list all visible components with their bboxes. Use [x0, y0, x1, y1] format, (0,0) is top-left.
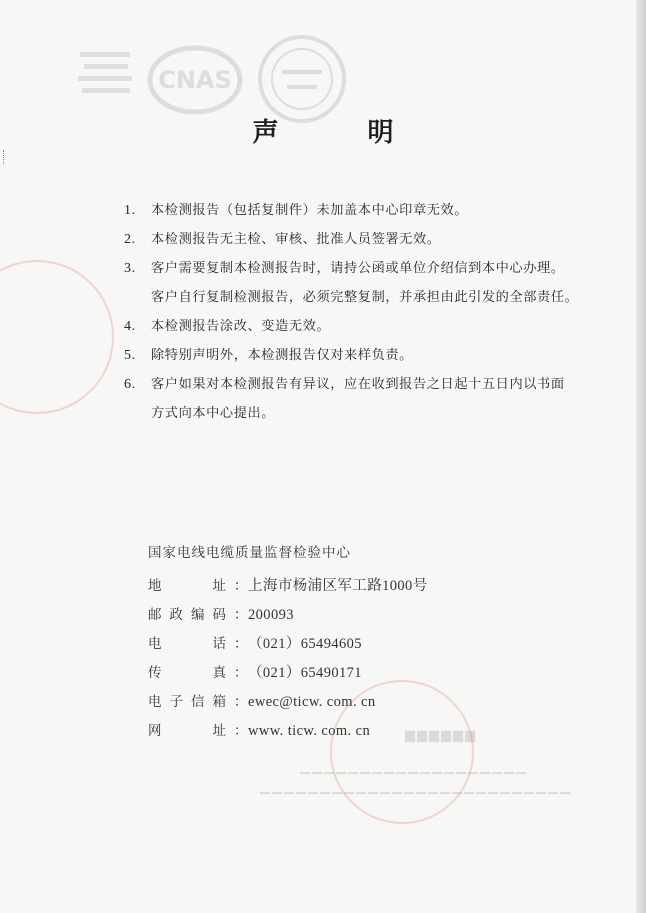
- declaration-text: 除特别声明外，本检测报告仅对来样负责。: [151, 348, 413, 363]
- contact-row: [148, 632, 568, 661]
- contact-row: [148, 574, 568, 603]
- declaration-item: [118, 341, 628, 370]
- contact-label: 邮 政 编 码: [148, 607, 226, 623]
- contact-block: [148, 543, 568, 748]
- scan-margin-marks: [3, 150, 6, 164]
- contact-row: [148, 690, 568, 719]
- declaration-item: [118, 370, 628, 428]
- contact-colon: ：: [234, 665, 248, 681]
- declaration-number: 3.: [124, 261, 136, 276]
- declaration-text: 方式向本中心提出。: [151, 406, 276, 421]
- contact-row: [148, 719, 568, 748]
- contact-colon: ：: [234, 636, 248, 652]
- contact-value: （021）65494605: [248, 636, 362, 652]
- faint-red-seal-left: [0, 260, 114, 414]
- contact-value: ewec@ticw. com. cn: [248, 694, 376, 710]
- contact-rows: [148, 574, 568, 748]
- contact-colon: ：: [234, 578, 248, 594]
- contact-row: [148, 603, 568, 632]
- declaration-number: 4.: [124, 319, 136, 334]
- contact-colon: ：: [234, 607, 248, 623]
- cnas-logo-show-through: [145, 40, 245, 120]
- show-through-seal-text: ▁▁▁▁▁▁▁▁▁▁▁▁▁▁▁▁▁▁▁: [300, 760, 528, 775]
- contact-value: 200093: [248, 607, 294, 623]
- contact-label: 电 子 信 箱: [148, 694, 226, 710]
- declaration-text: 客户自行复制检测报告，必须完整复制，并承担由此引发的全部责任。: [151, 290, 579, 305]
- declaration-text: 本检测报告无主检、审核、批准人员签署无效。: [151, 232, 441, 247]
- page-title: 声 明: [252, 118, 434, 148]
- contact-value: （021）65490171: [248, 665, 362, 681]
- show-through-seal-text: ▆▆▆▆▆▆: [405, 728, 477, 743]
- declaration-item: [118, 196, 628, 225]
- cnas-logo-text: CNAS: [158, 66, 232, 94]
- contact-label: 电 话: [148, 636, 226, 652]
- declaration-item: [118, 254, 628, 312]
- declaration-number: 2.: [124, 232, 136, 247]
- show-through-text-block: [60, 48, 140, 108]
- declaration-list: [118, 196, 628, 428]
- contact-value: www. ticw. com. cn: [248, 723, 371, 739]
- contact-row: [148, 661, 568, 690]
- declaration-number: 5.: [124, 348, 136, 363]
- declaration-text: 客户如果对本检测报告有异议，应在收到报告之日起十五日内以书面: [151, 377, 565, 392]
- declaration-text: 本检测报告涂改、变造无效。: [151, 319, 331, 334]
- contact-colon: ：: [234, 694, 248, 710]
- contact-colon: ：: [234, 723, 248, 739]
- declaration-number: 1.: [124, 203, 136, 218]
- show-through-seal-text: ▁▁▁▁▁▁▁▁▁▁▁▁▁▁▁▁▁▁▁▁▁▁▁▁▁▁: [260, 780, 572, 795]
- contact-label: 地 址: [148, 578, 226, 594]
- contact-value: 上海市杨浦区军工路1000号: [248, 578, 428, 594]
- declaration-item: [118, 312, 628, 341]
- declaration-number: 6.: [124, 377, 136, 392]
- declaration-text: 客户需要复制本检测报告时，请持公函或单位介绍信到本中心办理。: [151, 261, 565, 276]
- contact-label: 传 真: [148, 665, 226, 681]
- declaration-item: [118, 225, 628, 254]
- contact-label: 网 址: [148, 723, 226, 739]
- organization-name: 国家电线电缆质量监督检验中心: [148, 545, 351, 561]
- declaration-text: 本检测报告（包括复制件）未加盖本中心印章无效。: [151, 203, 469, 218]
